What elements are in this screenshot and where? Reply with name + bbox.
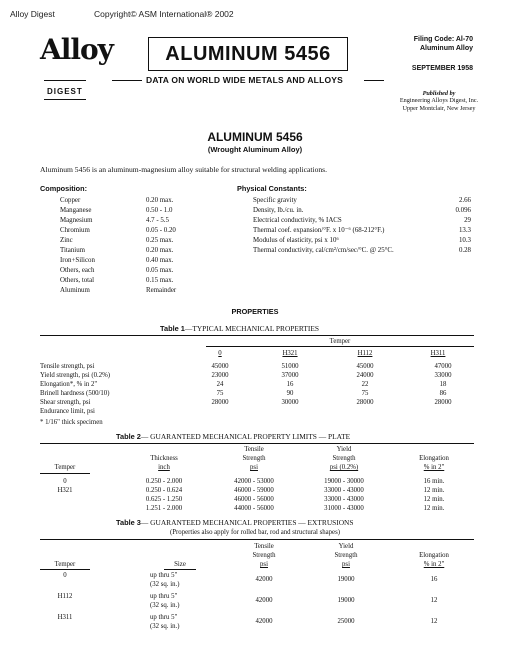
properties-heading: PROPERTIES xyxy=(231,307,279,316)
composition-row: Others, each 0.05 max. xyxy=(60,267,174,274)
table1-body xyxy=(40,362,470,416)
physical-row: Modulus of elasticity, psi x 10⁶ 10.3 xyxy=(253,237,471,244)
physical-row: Density, lb./cu. in. 0.096 xyxy=(253,207,471,214)
table2-head-elongation: Elongation % in 2" xyxy=(419,455,449,471)
banner-rule-right xyxy=(364,80,384,81)
filing-date: SEPTEMBER 1958 xyxy=(411,64,473,72)
logo-digest-label: DIGEST xyxy=(47,87,83,96)
table3-temper-rule xyxy=(40,569,90,570)
table1-col-h112: H112 xyxy=(357,350,373,357)
table3-size-rule xyxy=(164,569,196,570)
table3-caption: Table 3— GUARANTEED MECHANICAL PROPERTIES — EXTRUSIONS xyxy=(116,518,354,527)
table3-head-yield: Yield Strength psi xyxy=(334,543,358,568)
filing-code: Filing Code: Al-70 xyxy=(413,36,473,43)
table3-head-temper: Temper xyxy=(54,561,76,568)
table3-body xyxy=(40,571,474,634)
table-row: H112 up thru 5" (32 sq. in.) 42000 19000 12 xyxy=(57,593,438,609)
top-bar-copyright: Copyright© ASM International® 2002 xyxy=(94,9,234,19)
table-row: H321 0.250 - 0.624 46000 - 59000 33000 - 43000 12 min. xyxy=(57,487,445,494)
composition-row: Magnesium 4.7 - 5.5 xyxy=(60,217,169,224)
publisher-name: Engineering Alloys Digest, Inc. xyxy=(399,97,479,105)
table2-head-thickness: Thickness inch xyxy=(150,455,178,471)
table1-col-h311: H311 xyxy=(430,350,446,357)
table1-col-0: 0 xyxy=(218,350,222,357)
publisher-label: Published by xyxy=(422,90,456,97)
table3-subcaption: (Properties also apply for rolled bar, rod and structural shapes) xyxy=(170,529,340,536)
table2-head-yield: Yield Strength psi (0.2%) xyxy=(329,446,359,471)
publisher-place: Upper Montclair, New Jersey xyxy=(402,104,476,112)
composition-row: Titanium 0.20 max. xyxy=(60,247,174,254)
table2-temper-rule xyxy=(40,473,90,474)
table3-rule-top xyxy=(40,539,474,540)
table-row: H311 up thru 5" (32 sq. in.) 42000 25000 12 xyxy=(57,614,438,630)
table1-caption: Table 1—TYPICAL MECHANICAL PROPERTIES xyxy=(160,324,320,333)
composition-list xyxy=(60,196,210,296)
intro-text: Aluminum 5456 is an aluminum-magnesium alloy suitable for structural welding applications. xyxy=(40,165,328,174)
table-row: Yield strength, psi (0.2%) 23000 37000 24000 33000 xyxy=(40,372,452,379)
filing-info xyxy=(370,36,473,73)
table2-head-tensile: Tensile Strength psi xyxy=(242,446,266,471)
logo-digest-box xyxy=(44,80,86,100)
composition-row: Aluminum Remainder xyxy=(60,287,177,294)
physical-list xyxy=(253,196,471,256)
table2-body xyxy=(40,477,474,513)
banner-rule-left xyxy=(112,80,142,81)
composition-row: Manganese 0.50 - 1.0 xyxy=(60,207,173,214)
table-row: Tensile strength, psi 45000 51000 45000 47000 xyxy=(40,363,452,370)
table-row: Shear strength, psi 28000 30000 28000 28000 xyxy=(40,399,452,406)
composition-row: Iron+Silicon 0.40 max. xyxy=(60,257,174,264)
table2-caption: Table 2— GUARANTEED MECHANICAL PROPERTY LIMITS — PLATE xyxy=(116,432,351,441)
page-title: ALUMINUM 5456 xyxy=(207,130,303,144)
table2-head-temper: Temper xyxy=(54,464,76,471)
table-row: 0 up thru 5" (32 sq. in.) 42000 19000 16 xyxy=(63,572,438,588)
physical-row: Specific gravity 2.66 xyxy=(253,197,471,204)
table-row: Brinell hardness (500/10) 75 90 75 86 xyxy=(40,390,447,397)
table3-head-elongation: Elongation % in 2" xyxy=(419,552,449,568)
banner-text: DATA ON WORLD WIDE METALS AND ALLOYS xyxy=(146,75,344,85)
alloy-digest-logo xyxy=(40,33,113,66)
table-row: 0.625 - 1.250 46000 - 56000 33000 - 43000 12 min. xyxy=(145,496,445,503)
table1-group-rule xyxy=(206,346,474,347)
logo-word: Alloy xyxy=(40,33,113,66)
table1-col-h321: H321 xyxy=(282,350,298,357)
composition-heading: Composition: xyxy=(40,184,88,193)
table-row: Elongation*, % in 2" 24 16 22 18 xyxy=(40,381,447,388)
physical-row: Electrical conductivity, % IACS 29 xyxy=(253,217,471,224)
filing-category: Aluminum Alloy xyxy=(419,44,473,52)
page-subtitle: (Wrought Aluminum Alloy) xyxy=(207,145,303,154)
table-row: Endurance limit, psi xyxy=(40,408,95,415)
composition-row: Others, total 0.15 max. xyxy=(60,277,174,284)
title-box xyxy=(148,37,348,71)
composition-row: Chromium 0.05 - 0.20 xyxy=(60,227,176,234)
table2-rule-top xyxy=(40,443,474,444)
physical-heading: Physical Constants: xyxy=(237,184,307,193)
table3-head-size: Size xyxy=(174,561,186,568)
top-bar-title: Alloy Digest xyxy=(10,9,55,19)
table1-footnote: * 1/16" thick specimen xyxy=(40,419,103,426)
table-row: 1.251 - 2.000 44000 - 56000 31000 - 43000 12 min. xyxy=(145,505,445,512)
physical-row: Thermal conductivity, cal/cm²/cm/sec/°C. @ 25°C. 0.28 xyxy=(253,247,471,254)
physical-row: Thermal coef. expansion/°F. x 10⁻⁶ (68-212°F.) 13.3 xyxy=(253,227,471,234)
table1-group-header: Temper xyxy=(329,338,351,345)
table1-rule-top xyxy=(40,335,474,336)
composition-row: Zinc 0.25 max. xyxy=(60,237,174,244)
title-box-text: ALUMINUM 5456 xyxy=(165,42,331,65)
publisher-info xyxy=(384,90,494,112)
table3-head-tensile: Tensile Strength psi xyxy=(252,543,276,568)
composition-row: Copper 0.20 max. xyxy=(60,197,174,204)
table-row: 0 0.250 - 2.000 42000 - 53000 19000 - 30000 16 min. xyxy=(63,478,445,485)
